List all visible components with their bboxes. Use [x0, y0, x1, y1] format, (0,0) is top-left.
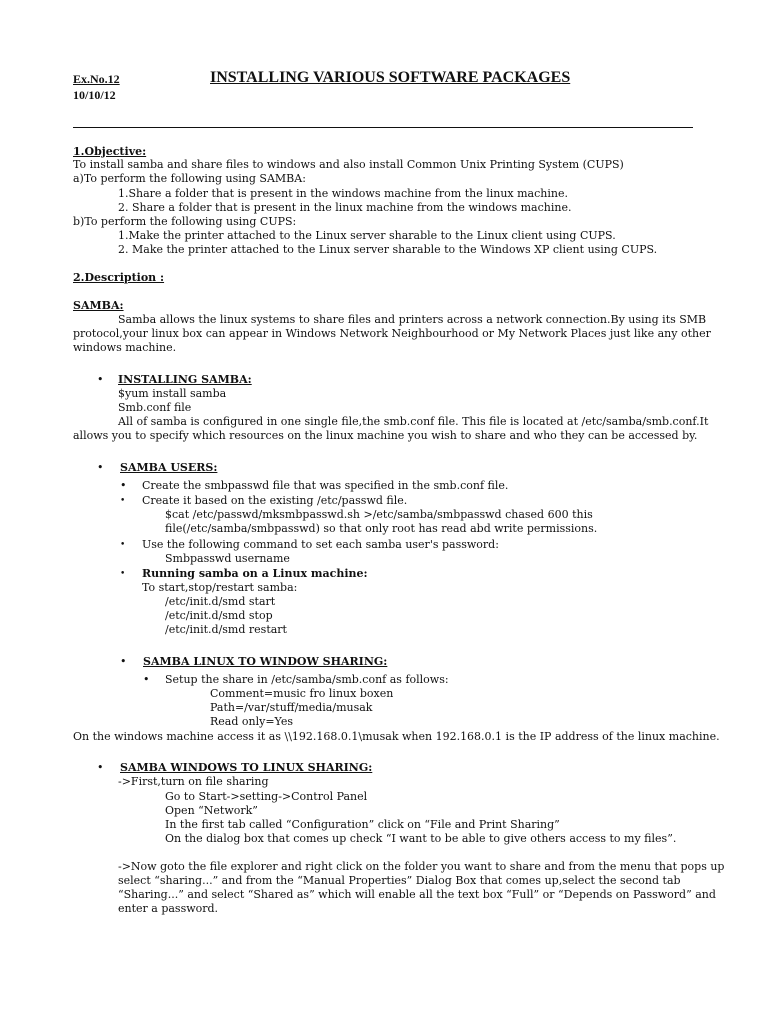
header-divider [73, 127, 693, 128]
exercise-date: 10/10/12 [73, 88, 116, 102]
users-command: Smbpasswd username [165, 552, 290, 565]
users-command-continued: file(/etc/samba/smbpasswd) so that only root has read abd write permissions. [165, 522, 598, 535]
users-command: /etc/init.d/smd restart [165, 623, 287, 636]
installing-samba-heading: INSTALLING SAMBA: [118, 373, 252, 386]
bullet-icon: • [120, 479, 127, 492]
config-line: Path=/var/stuff/media/musak [210, 701, 373, 714]
bullet-icon: • [97, 761, 104, 774]
install-line: $yum install samba [118, 387, 227, 400]
windows-to-linux-step: Go to Start->setting->Control Panel [165, 790, 368, 803]
objective-b-item: 2. Make the printer attached to the Linux server sharable to the Windows XP client using CUPS. [118, 243, 658, 256]
windows-to-linux-step: In the first tab called “Configuration” click on “File and Print Sharing” [165, 818, 560, 831]
users-item: Use the following command to set each samba user's password: [142, 538, 499, 551]
windows-to-linux-paragraph-line: “Sharing...” and select “Shared as” which will enable all the text box “Full” or “Depends on Password” and [118, 888, 716, 901]
users-command: /etc/init.d/smd start [165, 595, 276, 608]
users-item: Create the smbpasswd file that was specified in the smb.conf file. [142, 479, 509, 492]
users-item: Create it based on the existing /etc/passwd file. [142, 494, 408, 507]
samba-paragraph-line: windows machine. [73, 341, 177, 354]
windows-to-linux-paragraph-line: enter a password. [118, 902, 219, 915]
objective-b-label: b)To perform the following using CUPS: [73, 215, 297, 228]
windows-to-linux-step: On the dialog box that comes up check “I want to be able to give others access to my files”. [165, 832, 677, 845]
windows-to-linux-step: Open “Network” [165, 804, 258, 817]
objective-a-item: 2. Share a folder that is present in the linux machine from the windows machine. [118, 201, 572, 214]
bullet-icon: • [97, 461, 104, 474]
config-line: Comment=music fro linux boxen [210, 687, 394, 700]
exercise-number: Ex.No.12 [73, 72, 120, 86]
linux-to-window-heading: SAMBA LINUX TO WINDOW SHARING: [143, 655, 388, 668]
linux-to-window-item: Setup the share in /etc/samba/smb.conf as follows: [165, 673, 449, 686]
samba-users-heading: SAMBA USERS: [120, 461, 218, 474]
page-title: INSTALLING VARIOUS SOFTWARE PACKAGES [210, 69, 571, 86]
bullet-icon: • [120, 540, 126, 550]
bullet-icon: • [97, 373, 104, 386]
objective-a-label: a)To perform the following using SAMBA: [73, 172, 306, 185]
bullet-icon: • [120, 655, 127, 668]
config-line: Read only=Yes [210, 715, 294, 728]
windows-to-linux-first: ->First,turn on file sharing [118, 775, 269, 788]
users-subline: To start,stop/restart samba: [142, 581, 298, 594]
bullet-icon: • [143, 673, 150, 686]
install-paragraph-line: All of samba is configured in one single file,the smb.conf file. This file is located at /etc/samba/smb.conf.It [118, 415, 709, 428]
windows-to-linux-paragraph-line: select “sharing...” and from the “Manual Properties” Dialog Box that comes up,select the second tab [118, 874, 681, 887]
windows-to-linux-heading: SAMBA WINDOWS TO LINUX SHARING: [120, 761, 373, 774]
windows-to-linux-paragraph-line: ->Now goto the file explorer and right click on the folder you want to share and from the menu that pops up [118, 860, 725, 873]
bullet-icon: • [120, 496, 126, 506]
users-item-bold: Running samba on a Linux machine: [142, 567, 368, 580]
samba-heading: SAMBA: [73, 299, 124, 312]
install-line: Smb.conf file [118, 401, 192, 414]
bullet-icon: • [120, 569, 126, 579]
windows-access-note: On the windows machine access it as \\192.168.0.1\musak when 192.168.0.1 is the IP address of the linux machine. [73, 730, 720, 743]
objective-b-item: 1.Make the printer attached to the Linux server sharable to the Linux client using CUPS. [118, 229, 616, 242]
install-paragraph-line: allows you to specify which resources on the linux machine you wish to share and who they can be accessed by. [73, 429, 698, 442]
users-command: /etc/init.d/smd stop [165, 609, 273, 622]
objective-a-item: 1.Share a folder that is present in the windows machine from the linux machine. [118, 187, 568, 200]
users-command: $cat /etc/passwd/mksmbpasswd.sh >/etc/samba/smbpasswd chased 600 this [165, 508, 593, 521]
description-heading: 2.Description : [73, 271, 165, 284]
samba-paragraph-line: Samba allows the linux systems to share files and printers across a network connection.By using its SMB [118, 313, 707, 326]
objective-heading: 1.Objective: [73, 145, 147, 158]
objective-intro: To install samba and share files to windows and also install Common Unix Printing System (CUPS) [73, 158, 624, 171]
samba-paragraph-line: protocol,your linux box can appear in Windows Network Neighbourhood or My Network Places just like any other [73, 327, 711, 340]
